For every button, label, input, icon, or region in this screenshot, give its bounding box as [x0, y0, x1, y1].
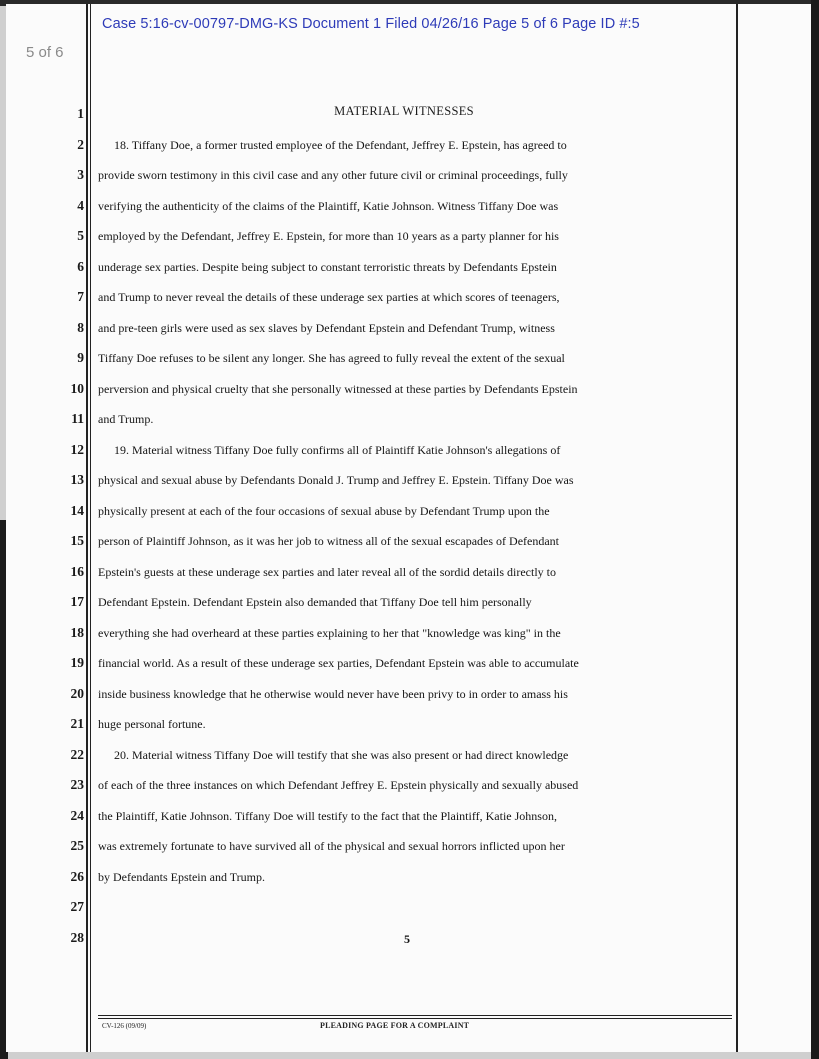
body-text-line: 18. Tiffany Doe, a former trusted employee of the Defendant, Jeffrey E. Epstein, has agreed to: [114, 137, 567, 152]
body-text-line: provide sworn testimony in this civil case and any other future civil or criminal proceedings, fully: [98, 168, 568, 182]
line-number: 3: [77, 167, 84, 182]
footer-rule: [98, 1015, 732, 1016]
line-number: 2: [77, 136, 84, 152]
body-text-line: and pre-teen girls were used as sex slaves by Defendant Epstein and Defendant Trump, witness: [98, 320, 555, 335]
line-number: 15: [70, 533, 84, 548]
body-text-line: 19. Material witness Tiffany Doe fully confirms all of Plaintiff Katie Johnson's allegations of: [114, 442, 561, 457]
body-text-line: Epstein's guests at these underage sex parties and later reveal all of the sordid details directly to: [98, 564, 557, 579]
line-number: 16: [70, 563, 84, 579]
body-text-line: by Defendants Epstein and Trump.: [98, 869, 265, 884]
line-number: 14: [70, 502, 84, 518]
body-text-line: huge personal fortune.: [98, 717, 206, 731]
line-number: 27: [70, 899, 84, 914]
line-number: 10: [70, 380, 84, 396]
body-text-line: Tiffany Doe refuses to be silent any longer. She has agreed to fully reveal the extent of the sexual: [98, 351, 565, 365]
line-number: 25: [70, 838, 84, 853]
left-margin-rule: [86, 4, 88, 1052]
body-text-line: underage sex parties. Despite being subject to constant terroristic threats by Defendants Epstein: [98, 259, 557, 274]
line-number: 21: [70, 716, 84, 731]
body-text-line: physical and sexual abuse by Defendants Donald J. Trump and Jeffrey E. Epstein. Tiffany Doe was: [98, 473, 574, 487]
line-number: 9: [77, 350, 84, 365]
line-number: 24: [70, 807, 84, 823]
body-text-line: physically present at each of the four occasions of sexual abuse by Defendant Trump upon the: [98, 503, 550, 518]
line-number: 23: [70, 777, 84, 792]
body-text-line: 20. Material witness Tiffany Doe will testify that she was also present or had direct knowledge: [114, 747, 569, 762]
line-number: 8: [77, 319, 84, 335]
footer-rule-secondary: [98, 1018, 732, 1019]
body-text-line: was extremely fortunate to have survived all of the physical and sexual horrors inflicted upon her: [98, 839, 565, 853]
line-number: 28: [70, 929, 84, 945]
line-number: 12: [70, 441, 84, 457]
line-number: 26: [70, 868, 84, 884]
document-title: MATERIAL WITNESSES: [334, 104, 474, 118]
body-text-line: employed by the Defendant, Jeffrey E. Epstein, for more than 10 years as a party planner for his: [98, 229, 559, 243]
left-margin-rule-inner: [90, 4, 91, 1052]
line-number: 11: [71, 411, 84, 426]
page-counter: 5 of 6: [26, 44, 64, 61]
line-number: 22: [70, 746, 84, 762]
line-number: 17: [70, 594, 84, 609]
line-number: 19: [70, 655, 84, 670]
body-text-line: person of Plaintiff Johnson, as it was her job to witness all of the sexual escapades of Defendant: [98, 534, 560, 548]
photo-edge-right: [811, 0, 819, 1059]
body-text-line: verifying the authenticity of the claims of the Plaintiff, Katie Johnson. Witness Tiffany Doe was: [98, 198, 559, 213]
body-text-line: financial world. As a result of these underage sex parties, Defendant Epstein was able to accumulate: [98, 656, 579, 670]
body-text-line: inside business knowledge that he otherwise would never have been privy to in order to amass his: [98, 686, 568, 701]
body-text-line: of each of the three instances on which Defendant Jeffrey E. Epstein physically and sexually abused: [98, 778, 579, 792]
line-number: 13: [70, 472, 84, 487]
ecf-header-stamp: Case 5:16-cv-00797-DMG-KS Document 1 Filed 04/26/16 Page 5 of 6 Page ID #:5: [102, 16, 640, 32]
line-number: 7: [77, 289, 84, 304]
body-text-line: perversion and physical cruelty that she personally witnessed at these parties by Defendants Epstein: [98, 381, 578, 396]
right-margin-rule: [736, 4, 738, 1052]
body-text-line: Defendant Epstein. Defendant Epstein also demanded that Tiffany Doe tell him personally: [98, 595, 532, 609]
body-text-line: and Trump to never reveal the details of these underage sex parties at which scores of teenagers,: [98, 290, 560, 304]
line-number: 5: [77, 228, 84, 243]
page-number: 5: [404, 932, 410, 946]
footer-caption: PLEADING PAGE FOR A COMPLAINT: [320, 1021, 470, 1030]
line-number: 20: [70, 685, 84, 701]
line-number: 1: [77, 106, 84, 121]
line-number: 4: [77, 197, 84, 213]
document-page: [6, 4, 811, 1052]
body-text-line: the Plaintiff, Katie Johnson. Tiffany Doe will testify to the fact that the Plaintiff, Katie Johnson,: [98, 808, 557, 823]
footer-form-id: CV-126 (09/09): [102, 1022, 147, 1030]
body-text-line: everything she had overheard at these parties explaining to her that "knowledge was king" in the: [98, 625, 561, 640]
line-number: 18: [70, 624, 84, 640]
line-number: 6: [77, 258, 84, 274]
body-text-line: and Trump.: [98, 412, 154, 426]
